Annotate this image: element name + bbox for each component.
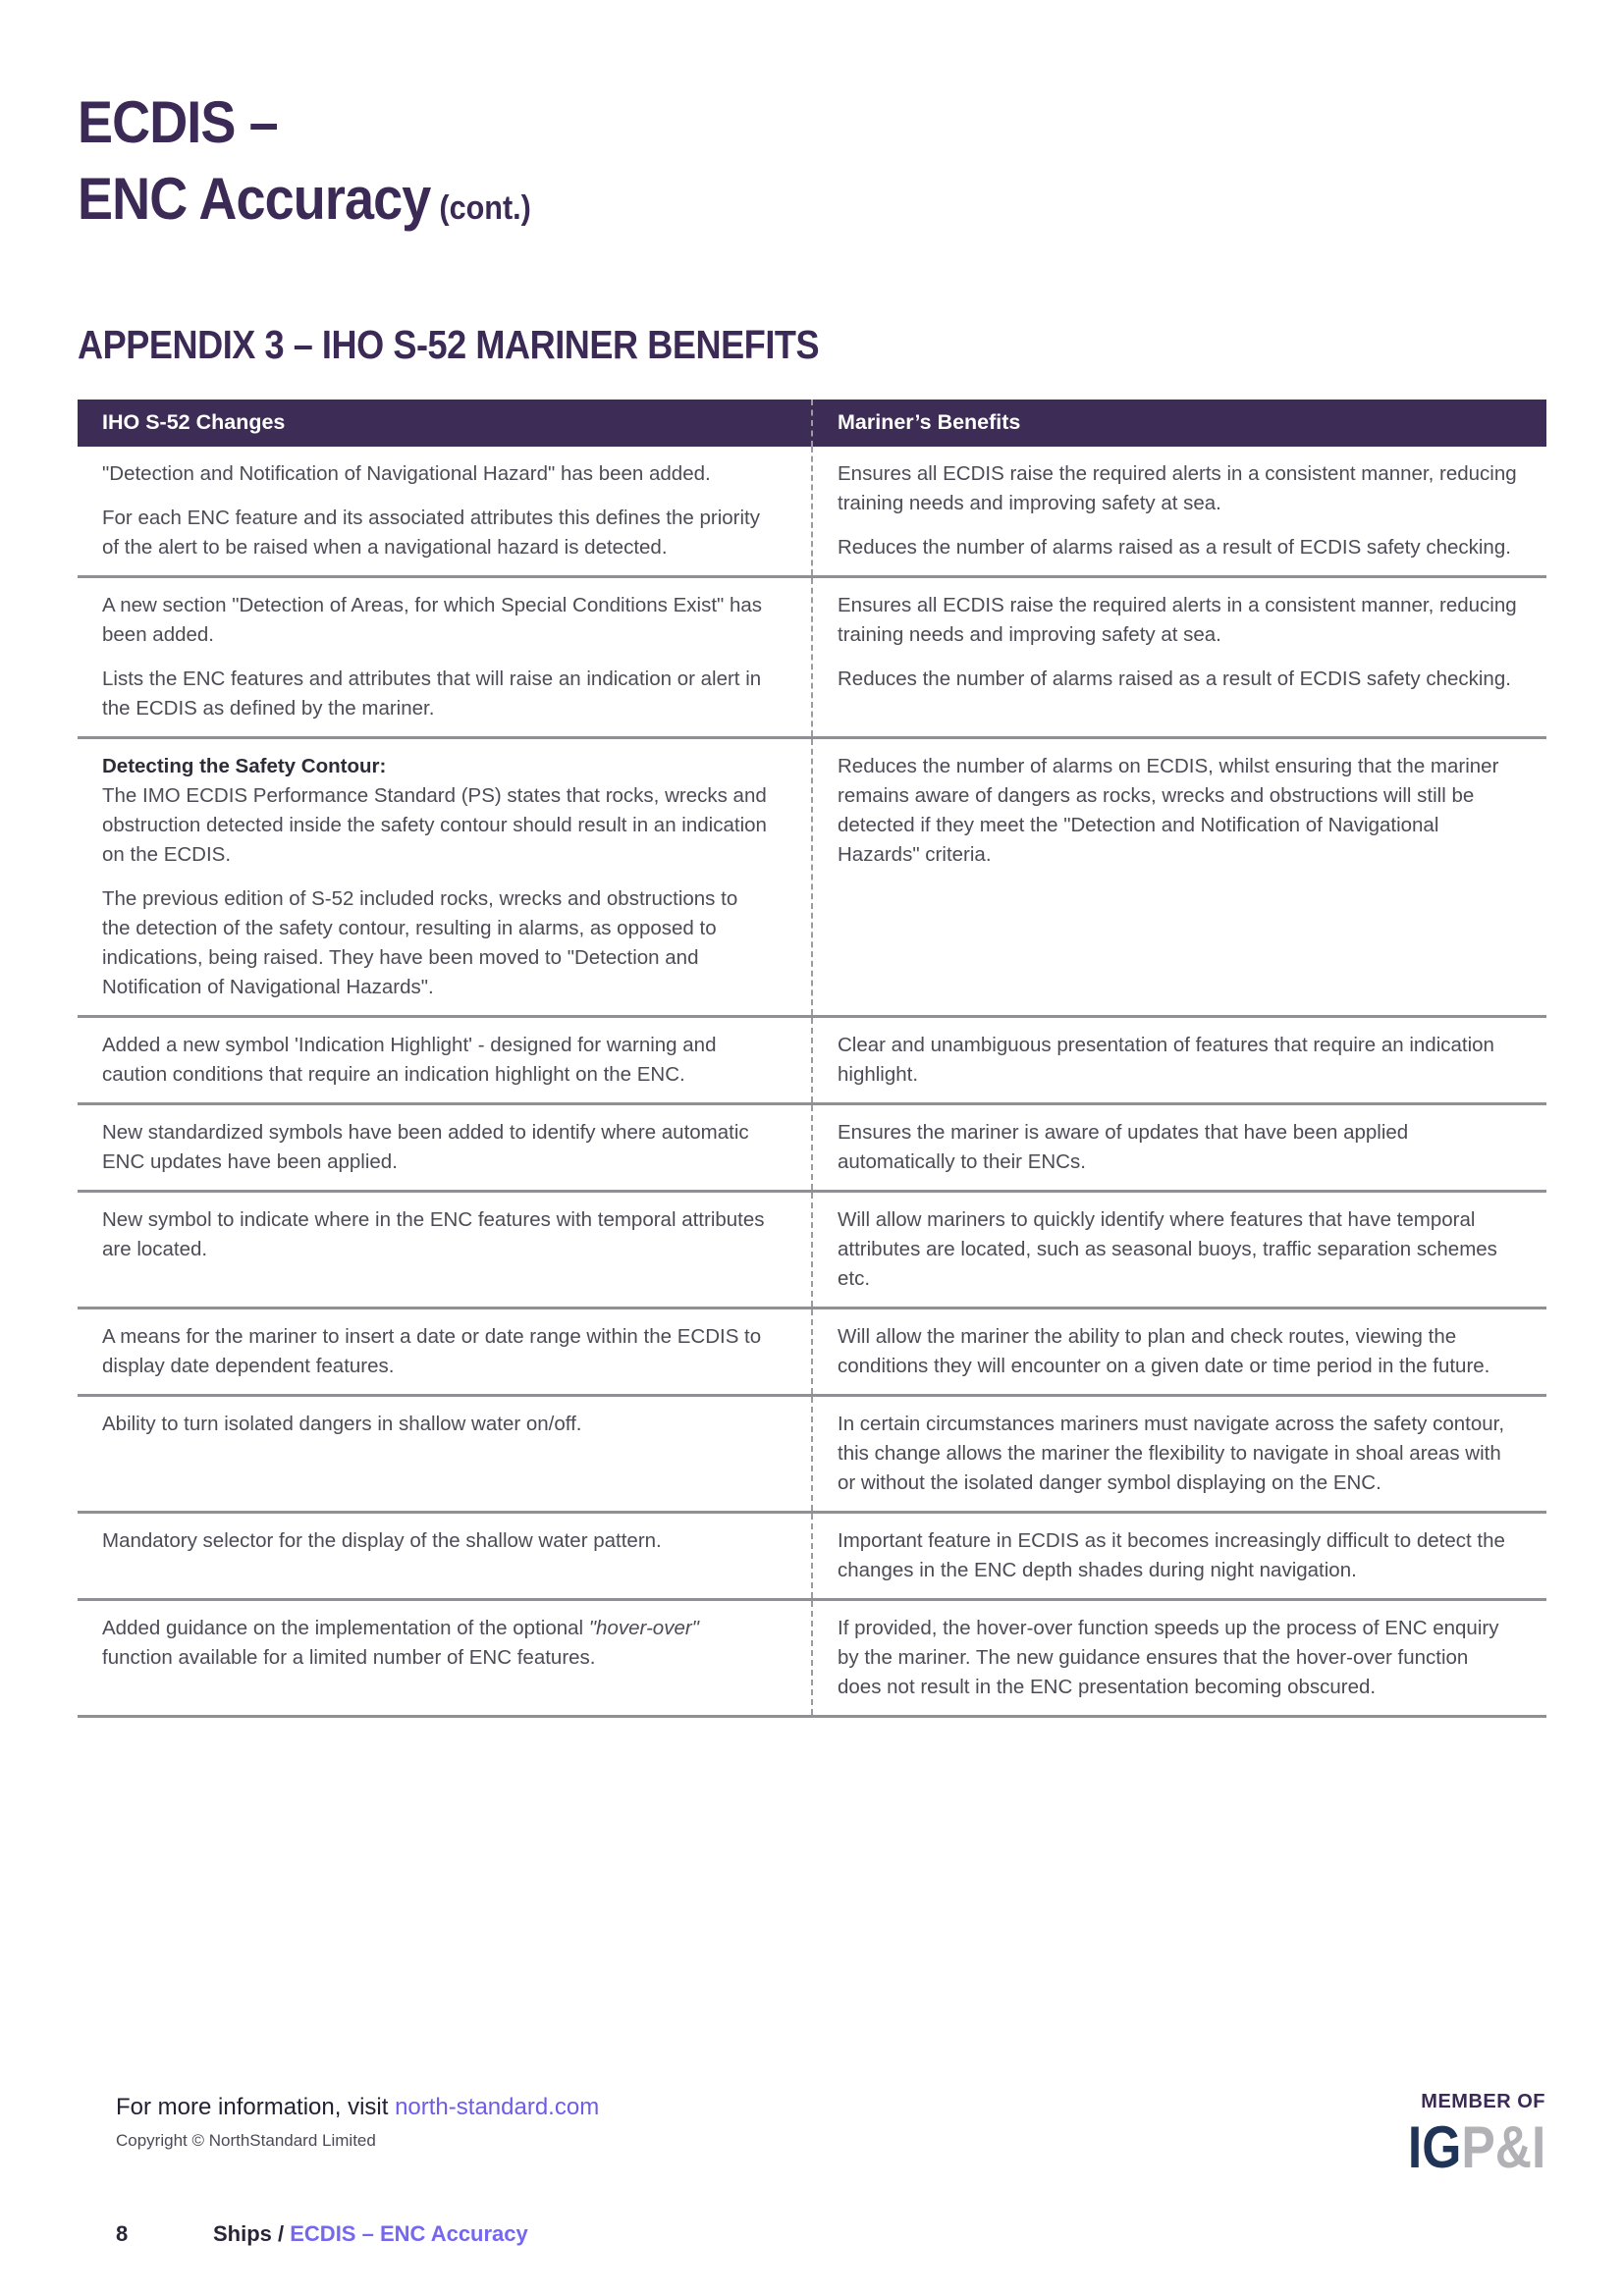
copyright-text: Copyright © NorthStandard Limited xyxy=(116,2131,376,2150)
paragraph: Clear and unambiguous presentation of features that require an indication highlight. xyxy=(838,1034,1494,1086)
paragraph: Important feature in ECDIS as it becomes increasingly difficult to detect the changes in the ENC depth shades during night navigation. xyxy=(838,1529,1505,1581)
paragraph: Reduces the number of alarms on ECDIS, whilst ensuring that the mariner remains aware of dangers as rocks, wrecks and obstructions will still be detected if they meet the "Detection and Notification of Navigational Hazards" criteria. xyxy=(838,755,1499,866)
table-header-row xyxy=(78,400,1546,447)
paragraph: Added guidance on the implementation of the optional "hover-over" function available for a limited number of ENC features. xyxy=(102,1617,699,1669)
table-row xyxy=(78,1600,1546,1717)
table-row xyxy=(78,1308,1546,1396)
page-title xyxy=(78,84,1399,246)
table-row xyxy=(78,738,1546,1017)
benefits-cell xyxy=(812,738,1546,1017)
paragraph: Mandatory selector for the display of the shallow water pattern. xyxy=(102,1529,662,1552)
page-title-line2: ENC Accuracy xyxy=(78,166,431,232)
changes-cell xyxy=(78,1513,812,1600)
benefits-cell xyxy=(812,1104,1546,1192)
paragraph: Ensures the mariner is aware of updates that have been applied automatically to their ENCs. xyxy=(838,1121,1409,1173)
appendix-heading: APPENDIX 3 – IHO S-52 MARINER BENEFITS xyxy=(78,322,820,367)
paragraph: Ensures all ECDIS raise the required alerts in a consistent manner, reducing training needs and improving safety at sea. xyxy=(838,594,1517,646)
paragraph: If provided, the hover-over function speeds up the process of ENC enquiry by the mariner. The new guidance ensures that the hover-over function does not result in the ENC presentation becoming obscured. xyxy=(838,1617,1499,1698)
table-row xyxy=(78,577,1546,738)
table-row xyxy=(78,1017,1546,1104)
table-row xyxy=(78,1396,1546,1513)
page-number: 8 xyxy=(116,2221,129,2246)
paragraph: In certain circumstances mariners must navigate across the safety contour, this change allows the mariner the flexibility to navigate in shoal areas with or without the isolated danger symbol displaying on the ENC. xyxy=(838,1413,1505,1494)
website-link[interactable]: north-standard.com xyxy=(395,2094,600,2120)
changes-cell xyxy=(78,577,812,738)
table-row xyxy=(78,447,1546,577)
member-of-block xyxy=(1385,2091,1545,2178)
logo-pandi-text: P&I xyxy=(1460,2114,1545,2180)
page-footer xyxy=(116,2221,528,2247)
paragraph: Reduces the number of alarms raised as a result of ECDIS safety checking. xyxy=(838,667,1511,690)
changes-cell xyxy=(78,1308,812,1396)
benefits-cell xyxy=(812,1308,1546,1396)
paragraph: New symbol to indicate where in the ENC features with temporal attributes are located. xyxy=(102,1208,765,1260)
changes-cell xyxy=(78,738,812,1017)
changes-cell xyxy=(78,1017,812,1104)
paragraph: "Detection and Notification of Navigational Hazard" has been added. xyxy=(102,462,711,485)
paragraph: Detecting the Safety Contour: The IMO ECDIS Performance Standard (PS) states that rocks, wrecks and obstruction detected inside the safety contour should result in an indication on the ECDIS. xyxy=(102,755,767,866)
paragraph: Will allow the mariner the ability to plan and check routes, viewing the conditions they will encounter on a given date or time period in the future. xyxy=(838,1325,1490,1377)
benefits-cell xyxy=(812,447,1546,577)
igpi-logo xyxy=(1407,2114,1545,2180)
paragraph: Ensures all ECDIS raise the required alerts in a consistent manner, reducing training needs and improving safety at sea. xyxy=(838,462,1517,514)
benefits-cell xyxy=(812,1017,1546,1104)
changes-cell xyxy=(78,1192,812,1308)
benefits-cell xyxy=(812,1396,1546,1513)
paragraph: New standardized symbols have been added to identify where automatic ENC updates have been applied. xyxy=(102,1121,749,1173)
more-info-text: For more information, visit xyxy=(116,2094,396,2120)
benefits-cell xyxy=(812,1513,1546,1600)
table-row xyxy=(78,1104,1546,1192)
paragraph: Will allow mariners to quickly identify where features that have temporal attributes are located, such as seasonal buoys, traffic separation schemes etc. xyxy=(838,1208,1497,1290)
paragraph: Added a new symbol 'Indication Highlight' - designed for warning and caution conditions that require an indication highlight on the ENC. xyxy=(102,1034,717,1086)
member-of-label: MEMBER OF xyxy=(1421,2091,1545,2112)
page-title-suffix: (cont.) xyxy=(439,189,531,227)
footer-info xyxy=(116,2093,599,2151)
column-header-changes: IHO S-52 Changes xyxy=(78,400,812,447)
benefits-cell xyxy=(812,1192,1546,1308)
paragraph: Ability to turn isolated dangers in shallow water on/off. xyxy=(102,1413,582,1435)
paragraph: A means for the mariner to insert a date or date range within the ECDIS to display date dependent features. xyxy=(102,1325,762,1377)
changes-cell xyxy=(78,1104,812,1192)
paragraph: Lists the ENC features and attributes that will raise an indication or alert in the ECDIS as defined by the mariner. xyxy=(102,667,762,720)
paragraph: A new section "Detection of Areas, for which Special Conditions Exist" has been added. xyxy=(102,594,763,646)
changes-cell xyxy=(78,1396,812,1513)
benefits-cell xyxy=(812,577,1546,738)
paragraph: Reduces the number of alarms raised as a result of ECDIS safety checking. xyxy=(838,536,1511,559)
breadcrumb-current: ECDIS – ENC Accuracy xyxy=(290,2221,528,2246)
table-row xyxy=(78,1513,1546,1600)
table-row xyxy=(78,1192,1546,1308)
more-info-line xyxy=(116,2093,599,2122)
changes-cell xyxy=(78,447,812,577)
benefits-table xyxy=(78,400,1546,1718)
breadcrumb-prefix: Ships / xyxy=(213,2221,291,2246)
logo-ig-text: IG xyxy=(1407,2114,1461,2180)
breadcrumb xyxy=(213,2221,528,2246)
benefits-cell xyxy=(812,1600,1546,1717)
paragraph: For each ENC feature and its associated attributes this defines the priority of the alert to be raised when a navigational hazard is detected. xyxy=(102,507,761,559)
paragraph: The previous edition of S-52 included rocks, wrecks and obstructions to the detection of the safety contour, resulting in alarms, as opposed to indications, being raised. They have been moved to "Detection and Notification of Navigational Hazards". xyxy=(102,887,738,998)
column-header-benefits: Mariner’s Benefits xyxy=(812,400,1546,447)
benefits-table-body xyxy=(78,447,1546,1717)
changes-cell xyxy=(78,1600,812,1717)
page-title-line1: ECDIS – xyxy=(78,89,278,155)
